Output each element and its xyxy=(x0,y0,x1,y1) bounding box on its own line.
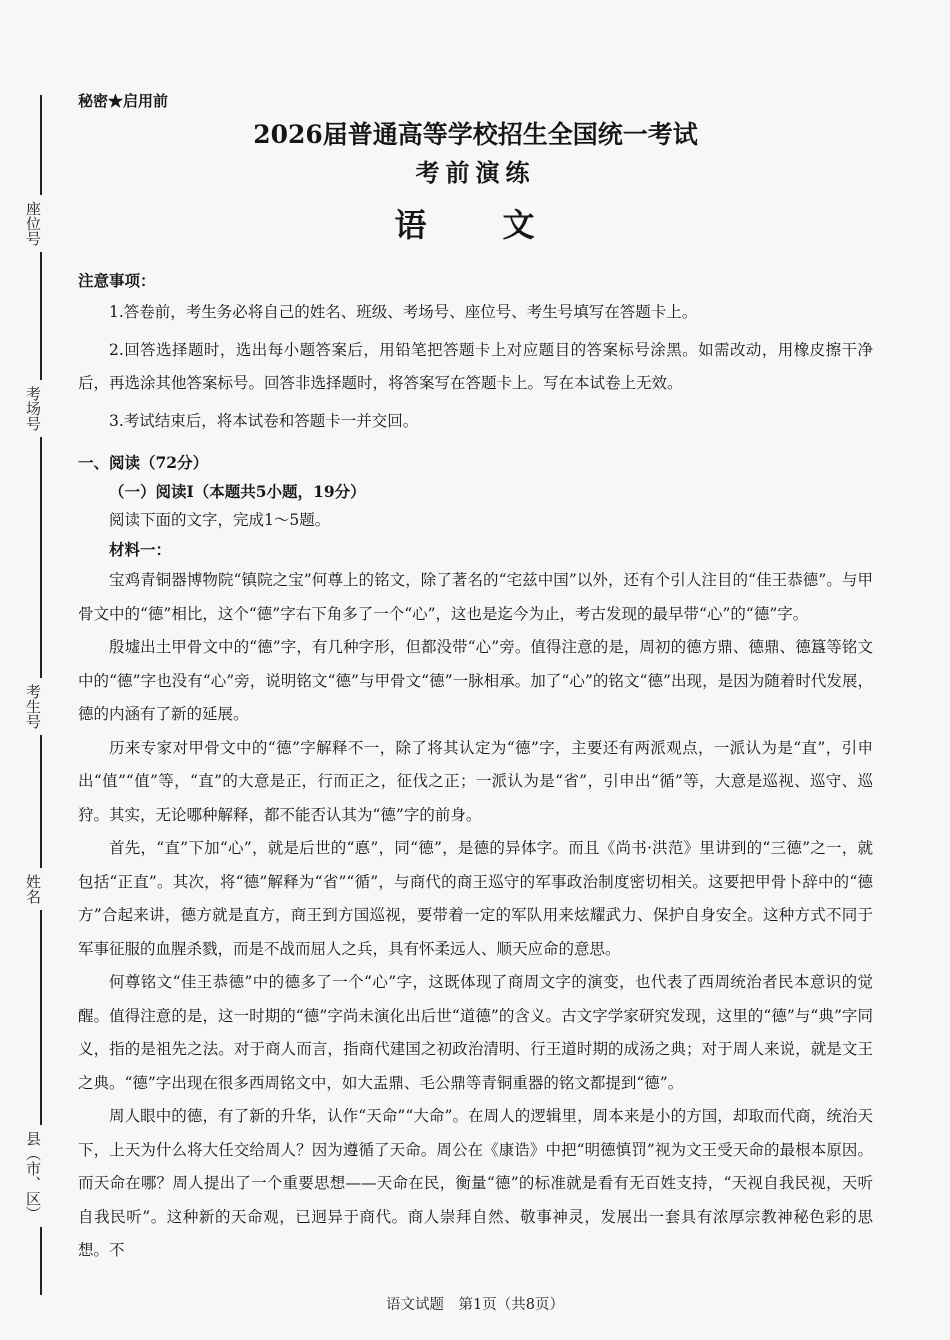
examinee-number-label: 考生号 xyxy=(22,678,44,735)
passage-paragraph: 首先，“直”下加“心”，就是后世的“悳”，同“德”，是德的异体字。而且《尚书·洪范》里讲到的“三德”之一，就包括“正直”。其次，将“德”解释为“省”“循”，与商代的商王巡守的军事政治制度密切相关。这要把甲骨卜辞中的“德方”合起来讲，德方就是直方，商王到方国巡视，要带着一定的军队用来炫耀武力、保护自身安全。这种方式不同于军事征服的血腥杀戮，而是不战而屈人之兵，具有怀柔远人、顺天应命的意思。 xyxy=(78,839,873,958)
passage-paragraph: 历来专家对甲骨文中的“德”字解释不一，除了将其认定为“德”字，主要还有两派观点，一派认为是“直”，引申出“值”“值”等，“直”的大意是正，行而正之，征伐之正；一派认为是“省”，引申出“循”等，大意是巡视、巡守、巡狩。其实，无论哪种解释，都不能否认其为“德”字的前身。 xyxy=(78,738,873,824)
material-label: 材料一： xyxy=(109,540,172,559)
exam-subtitle: 考前演练 xyxy=(415,158,536,187)
exam-title: 2026届普通高等学校招生全国统一考试 xyxy=(253,120,698,149)
section-title: 一、阅读（72分） xyxy=(78,453,209,472)
notice-item: 3.考试结束后，将本试卷和答题卡一并交回。 xyxy=(109,411,419,430)
county-label: 县（市、区） xyxy=(22,1125,44,1227)
name-label: 姓名 xyxy=(22,868,44,910)
page-footer: 语文试题 第1页（共8页） xyxy=(386,1297,564,1313)
binding-margin xyxy=(0,0,62,1340)
subject-title: 语 文 xyxy=(394,206,557,244)
section-instruction: 阅读下面的文字，完成1～5题。 xyxy=(109,511,331,529)
passage-paragraph: 宝鸡青铜器博物院“镇院之宝”何尊上的铭文，除了著名的“宅兹中国”以外，还有个引人注目的“佳王恭德”。与甲骨文中的“德”相比，这个“德”字右下角多了一个“心”，这也是迄今为止，考古发现的最早带“心”的“德”字。 xyxy=(78,571,873,623)
passage-paragraph: 殷墟出土甲骨文中的“德”字，有几种字形，但都没带“心”旁。值得注意的是，周初的德方鼎、德鼎、德簋等铭文中的“德”字也没有“心”旁，说明铭文“德”与甲骨文“德”一脉相承。加了“心”的铭文“德”出现，是因为随着时代发展，德的内涵有了新的延展。 xyxy=(78,638,873,723)
seat-number-label: 座位号 xyxy=(22,195,44,252)
passage-paragraph: 周人眼中的德，有了新的升华，认作“天命”“大命”。在周人的逻辑里，周本来是小的方国，却取而代商，统治天下，上天为什么将大任交给周人？因为遵循了天命。周公在《康诰》中把“明德慎罚”视为文王受天命的最根本原因。而天命在哪？周人提出了一个重要思想——天命在民，衡量“德”的标准就是看有无百姓支持，“天视自我民视，天听自我民听”。这种新的天命观，已迥异于商代。商人崇拜自然、敬事神灵，发展出一套具有浓厚宗教神秘色彩的思想。不 xyxy=(78,1107,873,1259)
notice-title: 注意事项： xyxy=(78,271,156,290)
section-subtitle: （一）阅读Ⅰ（本题共5小题，19分） xyxy=(109,482,366,501)
exam-room-label: 考场号 xyxy=(22,380,44,437)
notice-item: 1.答卷前，考生务必将自己的姓名、班级、考场号、座位号、考生号填写在答题卡上。 xyxy=(109,303,698,321)
passage-paragraph: 何尊铭文“佳王恭德”中的德多了一个“心”字，这既体现了商周文字的演变，也代表了西周统治者民本意识的觉醒。值得注意的是，这一时期的“德”字尚未演化出后世“道德”的含义。古文字学家研究发现，这里的“德”与“典”字同义，指的是祖先之法。对于商人而言，指商代建国之初政治清明、行王道时期的成汤之典；对于周人来说，就是文王之典。“德”字出现在很多西周铭文中，如大盂鼎、毛公鼎等青铜重器的铭文都提到“德”。 xyxy=(78,973,873,1092)
notice-block xyxy=(78,266,873,438)
secret-mark: 秘密★启用前 xyxy=(78,92,169,110)
notice-item: 2.回答选择题时，选出每小题答案后，用铅笔把答题卡上对应题目的答案标号涂黑。如需改动，用橡皮擦干净后，再选涂其他答案标号。回答非选择题时，将答案写在答题卡上。写在本试卷上无效。 xyxy=(78,340,873,392)
exam-page xyxy=(78,88,873,1268)
